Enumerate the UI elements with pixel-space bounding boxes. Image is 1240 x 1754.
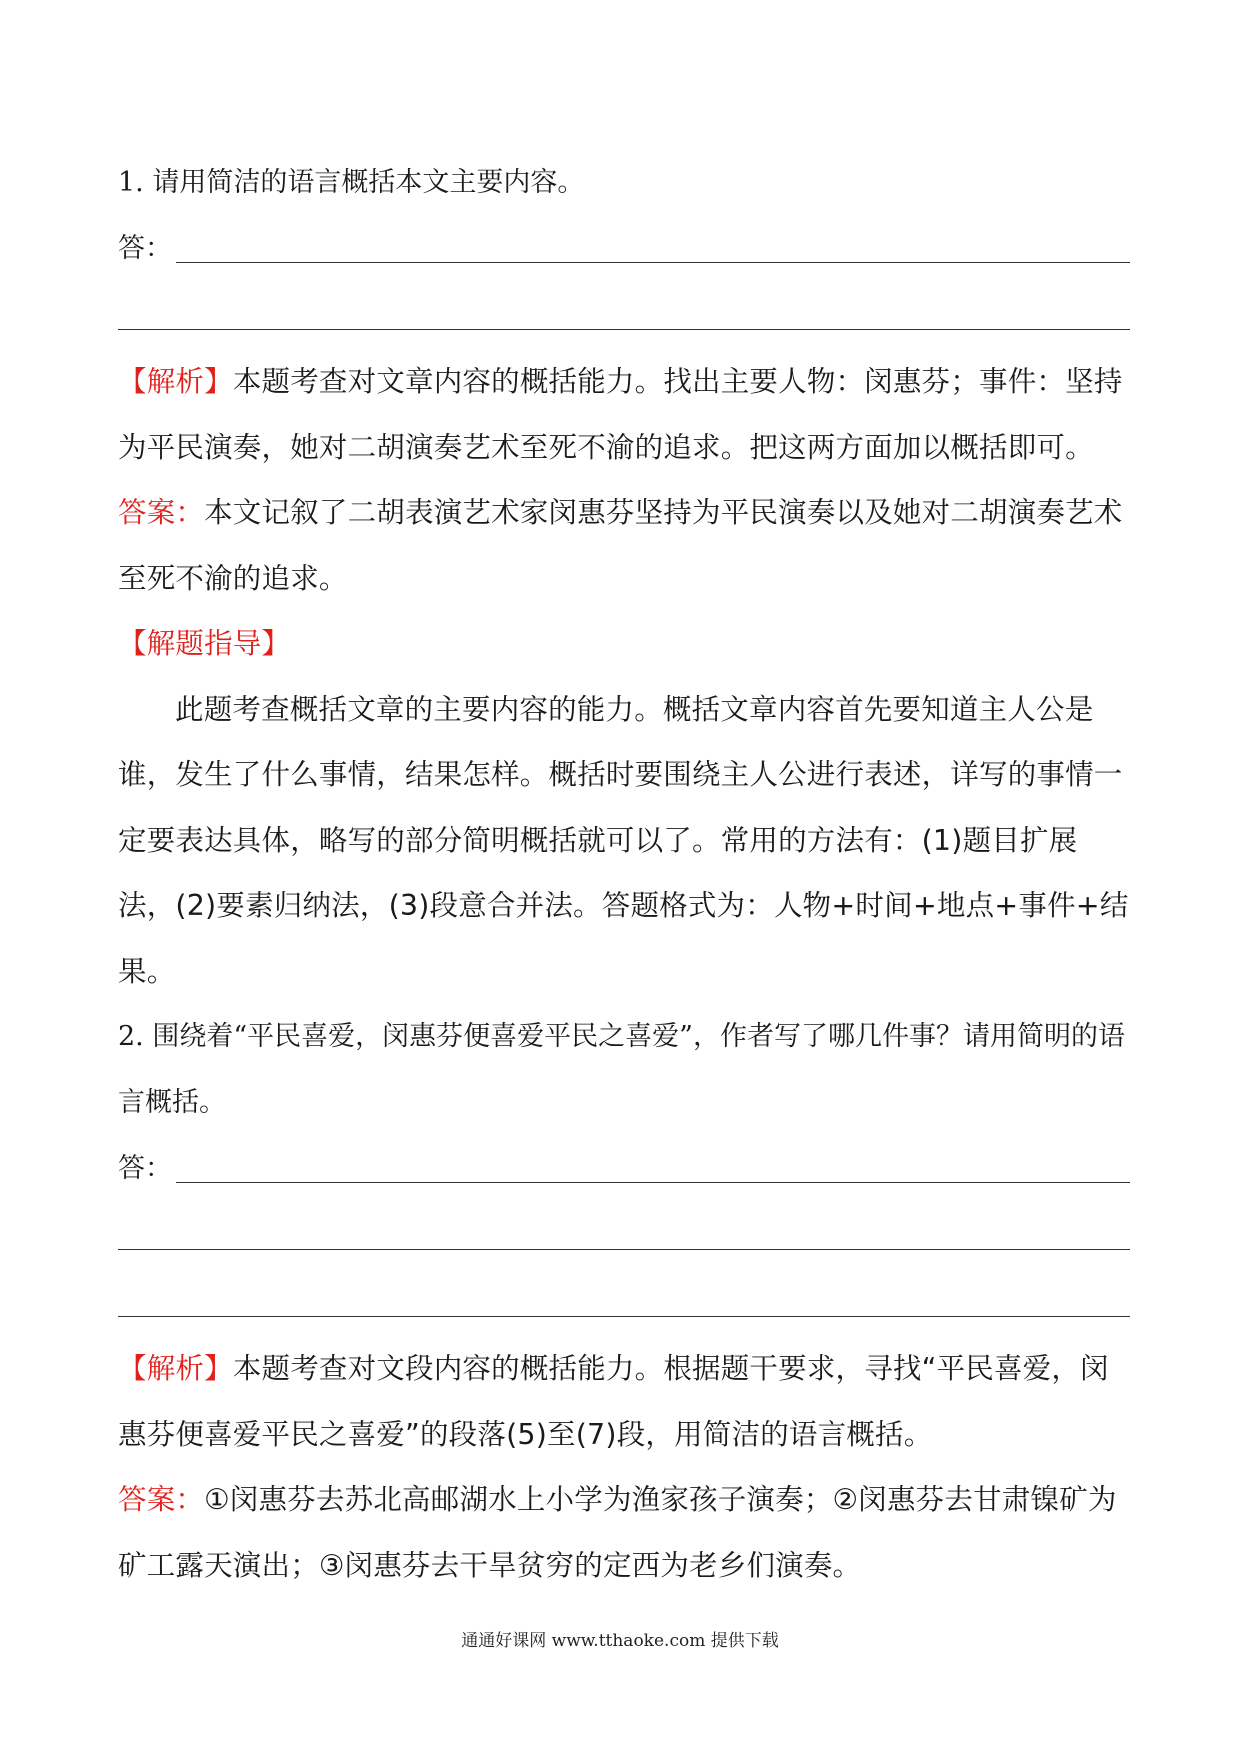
answer-label-2: 答： xyxy=(118,1153,172,1184)
answer-blank-2c[interactable] xyxy=(118,1269,1130,1317)
analysis-2 xyxy=(118,1336,1130,1467)
question-2: 2. 围绕着“平民喜爱，闵惠芬便喜爱平民之喜爱”，作者写了哪几件事？请用简明的语言概括。 xyxy=(118,1021,1125,1118)
guide-tag: 【解题指导】 xyxy=(118,627,291,660)
answer-tag-1: 答案： xyxy=(118,496,205,529)
analysis-tag-2: 【解析】 xyxy=(118,1352,233,1385)
answer-2 xyxy=(118,1467,1130,1598)
question-1: 1. 请用简洁的语言概括本文主要内容。 xyxy=(118,167,585,198)
analysis-1 xyxy=(118,349,1130,480)
answer-text-1: 本文记叙了二胡表演艺术家闵惠芬坚持为平民演奏以及她对二胡演奏艺术至死不渝的追求。 xyxy=(118,496,1123,595)
analysis-text-2: 本题考查对文段内容的概括能力。根据题干要求，寻找“平民喜爱，闵惠芬便喜爱平民之喜爱”的段落(5)至(7)段，用简洁的语言概括。 xyxy=(118,1352,1109,1451)
page-footer: 通通好课网 www.tthaoke.com 提供下载 xyxy=(461,1631,779,1651)
answer-row-2 xyxy=(118,1136,1130,1202)
answer-text-2: ①闵惠芬去苏北高邮湖水上小学为渔家孩子演奏；②闵惠芬去甘肃镍矿为矿工露天演出；③闵惠芬去干旱贫穷的定西为老乡们演奏。 xyxy=(118,1483,1117,1582)
answer-blank-2a[interactable] xyxy=(176,1181,1130,1183)
guide-heading xyxy=(118,611,1130,677)
answer-blank-1b[interactable] xyxy=(118,282,1130,330)
analysis-text-1: 本题考查对文章内容的概括能力。找出主要人物：闵惠芬；事件：坚持为平民演奏，她对二胡演奏艺术至死不渝的追求。把这两方面加以概括即可。 xyxy=(118,365,1123,464)
document-page xyxy=(118,150,1130,1598)
answer-blank-2b[interactable] xyxy=(118,1202,1130,1250)
analysis-tag-1: 【解析】 xyxy=(118,365,233,398)
answer-blank-1a[interactable] xyxy=(176,261,1130,263)
answer-1 xyxy=(118,480,1130,611)
answer-row-1 xyxy=(118,216,1130,282)
answer-tag-2: 答案： xyxy=(118,1483,205,1516)
answer-label-1: 答： xyxy=(118,233,172,264)
guide-text: 此题考查概括文章的主要内容的能力。概括文章内容首先要知道主人公是谁，发生了什么事情，结果怎样。概括时要围绕主人公进行表述，详写的事情一定要表达具体，略写的部分简明概括就可以了。常用的方法有：(1)题目扩展法，(2)要素归纳法，(3)段意合并法。答题格式为：人物+时间+地点+事件+结果。 xyxy=(118,692,1129,988)
